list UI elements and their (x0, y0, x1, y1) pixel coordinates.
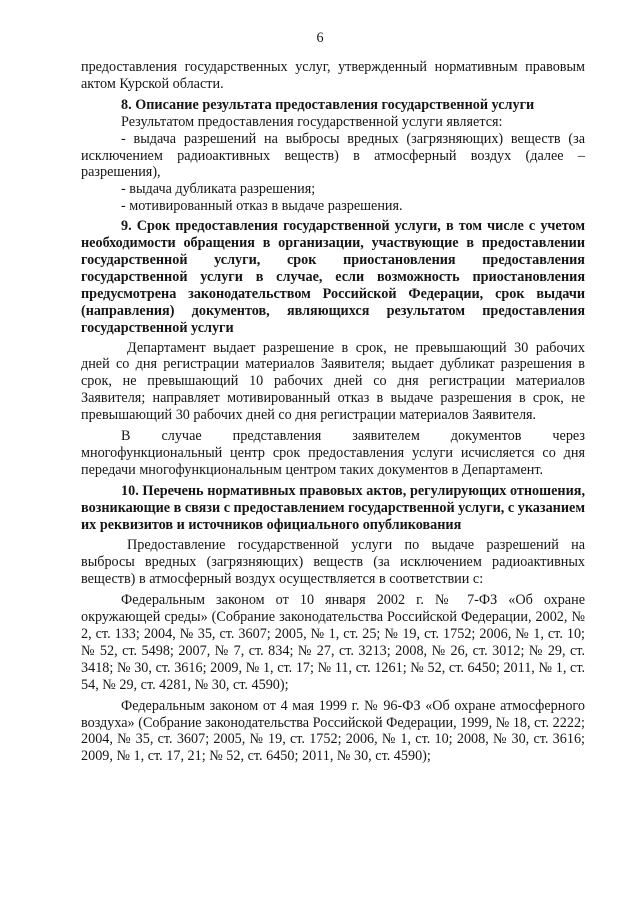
paragraph-terms: Департамент выдает разрешение в срок, не превышающий 30 рабочих дней со дня регистрации материалов Заявителя; выдает дубликат разрешения в срок, не превышающий 10 рабочих дней со дня регистрации материалов Заявителя; направляет мотивированный отказ в выдаче разрешения в срок, не превышающий 30 рабочих дней со дня регистрации материалов Заявителя. (81, 339, 585, 424)
paragraph-continuation: предоставления государственных услуг, утвержденный нормативным правовым актом Курской области. (81, 59, 585, 92)
section-heading-8: 8. Описание результата предоставления государственной услуги (121, 96, 535, 113)
list-item-duplicate: - выдача дубликата разрешения; (121, 181, 316, 198)
paragraph-legal-basis: Предоставление государственной услуги по выдаче разрешений на выбросы вредных (загрязняющих) веществ (за исключением радиоактивных веществ) в атмосферный воздух осуществляется в соответствии с: (81, 537, 585, 588)
law-reference-96fz: Федеральным законом от 4 мая 1999 г. № 96-ФЗ «Об охране атмосферного воздуха» (Собрание законодательства Российской Федерации, 1999, № 18, ст. 2222; 2004, № 35, ст. 3607; 2005, № 19, ст. 1752; 2006, № 1, ст. 10; 2008, № 30, ст. 3616; 2009, № 1, ст. 17, 21; № 52, ст. 6450; 2011, № 30, ст. 4590); (81, 697, 585, 765)
section-heading-9: 9. Срок предоставления государственной услуги, в том числе с учетом необходимости обращения в организации, участвующие в предоставлении государственной услуги, срок приостановления предоставления государственной услуги в случае, если возможность приостановления предусмотрена законодательством Российской Федерации, срок выдачи (направления) документов, являющихся результатом предоставления государственной услуги (81, 218, 585, 336)
list-item-permit: - выдача разрешений на выбросы вредных (загрязняющих) веществ (за исключением радиоактивных веществ) в атмосферный воздух (далее – разрешения), (81, 130, 585, 181)
list-item-refusal: - мотивированный отказ в выдаче разрешения. (121, 198, 403, 215)
paragraph-mfc: В случае представления заявителем документов через многофункциональный центр срок предоставления услуги исчисляется со дня передачи многофункциональным центром таких документов в Департамент. (81, 428, 585, 478)
paragraph-result-intro: Результатом предоставления государственной услуги является: (121, 113, 503, 130)
section-heading-10: 10. Перечень нормативных правовых актов, регулирующих отношения, возникающие в связи с предоставлением государственной услуги, с указанием их реквизитов и источников официального опубликования (81, 482, 585, 533)
document-body (81, 59, 585, 765)
page-number: 6 (316, 30, 324, 46)
law-reference-7fz: Федеральным законом от 10 января 2002 г. № 7-ФЗ «Об охране окружающей среды» (Собрание законодательства Российской Федерации, 2002, № 2, ст. 133; 2004, № 35, ст. 3607; 2005, № 1, ст. 25; № 19, ст. 1752; 2006, № 1, ст. 10; № 52, ст. 5498; 2007, № 7, ст. 834; № 27, ст. 3213; 2008, № 26, ст. 3012; № 29, ст. 3418; № 30, ст. 3616; 2009, № 1, ст. 17; № 11, ст. 1261; № 52, ст. 6450; 2011, № 1, ст. 54, № 29, ст. 4281, № 30, ст. 4590); (81, 592, 585, 693)
